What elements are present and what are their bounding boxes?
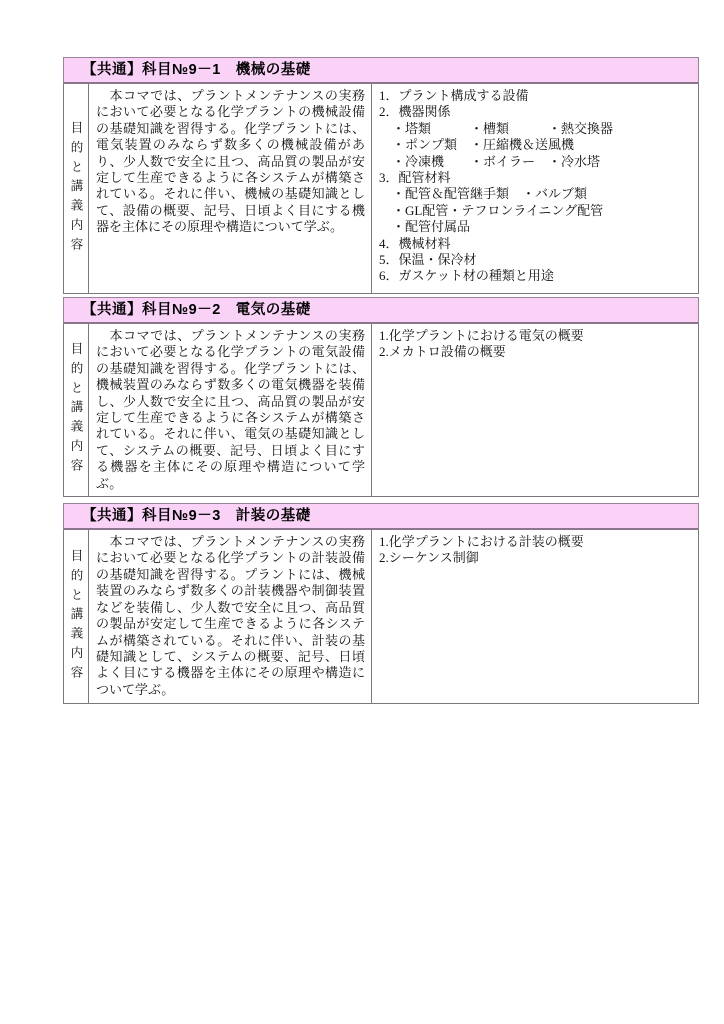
- topic-line: ・塔類 ・槽類 ・熱交換器: [379, 120, 614, 136]
- course-section-electrical: [63, 297, 699, 497]
- topic-line: 5．保温・保冷材: [379, 252, 477, 268]
- course-topics: [372, 530, 698, 703]
- topic-line: 2.シーケンス制御: [379, 550, 479, 566]
- course-section-mechanical: [63, 57, 699, 294]
- course-title-mechanical: 【共通】科目№9－1 機械の基礎: [63, 57, 699, 84]
- course-description: 本コマでは、プラントメンテナンスの実務において必要となる化学プラントの電気設備の基礎知識を習得する。化学プラントには、機械装置のみならず数多くの電気機器を装備し、少人数で安全に且つ、高品質の製品が安定して生産できるように各システムが構築されている。それに伴い、電気の基礎知識として、システムの概要、記号、日頃よく目にする機器を主体にその原理や構造について学ぶ。: [89, 324, 372, 496]
- row-label: 目的と講義内容: [69, 342, 83, 478]
- topic-line: ・GL配管・テフロンライニング配管: [379, 202, 604, 218]
- row-label: 目的と講義内容: [69, 120, 83, 257]
- topic-line: 1.化学プラントにおける電気の概要: [379, 328, 584, 343]
- row-label-cell: [64, 84, 89, 293]
- course-description: 本コマでは、プラントメンテナンスの実務において必要となる化学プラントの機械設備の基礎知識を習得する。化学プラントには、電気装置のみならず数多くの機械設備があり、少人数で安全に且つ、高品質の製品が安定して生産できるように各システムが構築されている。それに伴い、機械の基礎知識として、設備の概要、記号、日頃よく目にする機器を主体にその原理や構造について学ぶ。: [89, 84, 372, 293]
- topic-line: 6．ガスケット材の種類と用途: [379, 268, 554, 284]
- row-label-cell: [64, 324, 89, 496]
- row-label: 目的と講義内容: [69, 548, 83, 685]
- course-table-instrumentation: [63, 530, 699, 704]
- page-content: [63, 57, 699, 707]
- topic-line: ・配管＆配管継手類 ・バルブ類: [379, 186, 588, 202]
- course-table-electrical: [63, 324, 699, 497]
- topic-line: 3．配管材料: [379, 170, 451, 186]
- row-label-cell: [64, 530, 89, 703]
- topic-line: 4．機械材料: [379, 235, 451, 251]
- course-topics: [372, 324, 698, 496]
- course-topics: [372, 84, 698, 293]
- course-title-electrical: 【共通】科目№9－2 電気の基礎: [63, 297, 699, 324]
- course-table-mechanical: [63, 84, 699, 294]
- topic-line: 2．機器関係: [379, 104, 451, 120]
- topic-line: 1．プラント構成する設備: [379, 88, 529, 103]
- course-description: 本コマでは、プラントメンテナンスの実務において必要となる化学プラントの計装設備の基礎知識を習得する。プラントには、機械装置のみならず数多くの計装機器や制御装置などを装備し、少人数で安全に且つ、高品質の製品が安定して生産できるように各システムが構築されている。それに伴い、計装の基礎知識として、システムの概要、記号、日頃よく目にする機器を主体にその原理や構造について学ぶ。: [89, 530, 372, 703]
- topic-line: 2.メカトロ設備の概要: [379, 344, 506, 360]
- topic-line: ・配管付属品: [379, 219, 471, 235]
- topic-line: ・冷凍機 ・ボイラー ・冷水塔: [379, 153, 601, 169]
- course-title-instrumentation: 【共通】科目№9－3 計装の基礎: [63, 503, 699, 530]
- topic-line: 1.化学プラントにおける計装の概要: [379, 534, 584, 550]
- topic-line: ・ポンプ類 ・圧縮機＆送風機: [379, 137, 575, 153]
- course-section-instrumentation: [63, 503, 699, 704]
